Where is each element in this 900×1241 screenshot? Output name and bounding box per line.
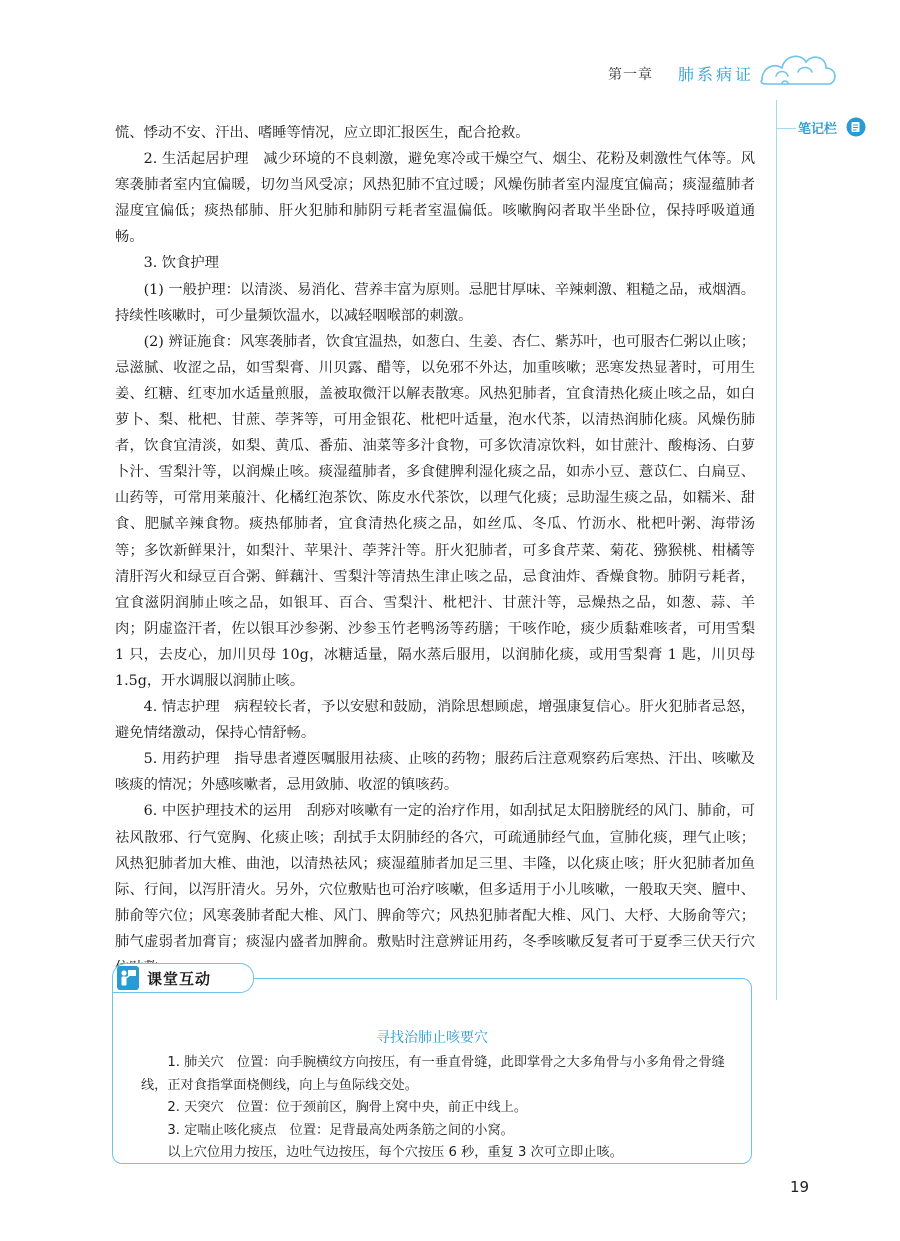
notes-margin-header <box>772 118 882 140</box>
page-number: 19 <box>790 1178 810 1196</box>
paragraph-diet-by-syndrome: (2) 辨证施食：风寒袭肺者，饮食宜温热，如葱白、生姜、杏仁、紫苏叶，也可服杏仁粥以止咳；忌滋腻、收涩之品，如雪梨膏、川贝露、醋等，以免邪不外达，加重咳嗽；恶寒发热显著时，可用生姜、红糖、红枣加水适量煎服，盖被取微汗以解表散寒。风热犯肺者，宜食清热化痰止咳之品，如白萝卜、梨、枇杷、甘蔗、荸荠等，可用金银花、枇杷叶适量，泡水代茶，以清热润肺化痰。风燥伤肺者，饮食宜清淡，如梨、黄瓜、番茄、油菜等多汁食物，可多饮清凉饮料，如甘蔗汁、酸梅汤、白萝卜汁、雪梨汁等，以润燥止咳。痰湿蕴肺者，多食健脾利湿化痰之品，如赤小豆、薏苡仁、白扁豆、山药等，可常用莱菔汁、化橘红泡茶饮、陈皮水代茶饮，以理气化痰；忌助湿生痰之品，如糯米、甜食、肥腻辛辣食物。痰热郁肺者，宜食清热化痰之品，如丝瓜、冬瓜、竹沥水、枇杷叶粥、海带汤等；多饮新鲜果汁，如梨汁、苹果汁、荸荠汁等。肝火犯肺者，可多食芹菜、菊花、猕猴桃、柑橘等清肝泻火和绿豆百合粥、鲜藕汁、雪梨汁等清热生津止咳之品，忌食油炸、香燥食物。肺阴亏耗者，宜食滋阴润肺止咳之品，如银耳、百合、雪梨汁、枇杷汁、甘蔗汁等，忌燥热之品，如葱、蒜、羊肉；阴虚盗汗者，佐以银耳沙参粥、沙参玉竹老鸭汤等药膳；干咳作呛，痰少质黏难咳者，可用雪梨 1 只，去皮心，加川贝母 10g，冰糖适量，隔水蒸后服用，以润肺化痰，或用雪梨膏 1 匙，川贝母 1.5g，开水调服以润肺止咳。 <box>115 333 755 689</box>
acupoint-item: 1. 肺关穴 位置：向手腕横纹方向按压，有一垂直骨缝，此即掌骨之大多角骨与小多角骨之骨缝线，正对食指掌面桡侧线，向上与鱼际线交处。 <box>141 1055 725 1093</box>
classroom-tab <box>112 963 254 993</box>
chapter-number: 第一章 <box>608 67 653 83</box>
acupoint-summary: 以上穴位用力按压，边吐气边按压，每个穴按压 6 秒，重复 3 次可立即止咳。 <box>167 1145 623 1161</box>
main-text <box>115 120 755 981</box>
classroom-tab-label: 课堂互动 <box>147 970 212 988</box>
page-header <box>0 40 900 90</box>
notes-margin-line <box>776 100 777 1000</box>
notes-label: 笔记栏 <box>798 122 838 137</box>
paragraph-general-care: (1) 一般护理：以清淡、易消化、营养丰富为原则。忌肥甘厚味、辛辣刺激、粗糙之品，戒烟酒。持续性咳嗽时，可少量频饮温水，以减轻咽喉部的刺激。 <box>115 281 755 324</box>
paragraph-living-care: 2. 生活起居护理 减少环境的不良刺激，避免寒冷或干燥空气、烟尘、花粉及刺激性气体等。风寒袭肺者室内宜偏暖，切勿当风受凉；风热犯肺不宜过暖；风燥伤肺者室内湿度宜偏高；痰湿蕴肺者湿度宜偏低；痰热郁肺、肝火犯肺和肺阴亏耗者室温偏低。咳嗽胸闷者取半坐卧位，保持呼吸道通畅。 <box>115 151 755 246</box>
cloud-decoration-icon <box>752 40 842 92</box>
notepad-icon <box>846 117 866 137</box>
classroom-box-body <box>141 1052 731 1165</box>
paragraph-diet-heading: 3. 饮食护理 <box>143 255 219 272</box>
paragraph-medication-care: 5. 用药护理 指导患者遵医嘱服用祛痰、止咳的药物；服药后注意观察药后寒热、汗出、咳嗽及咳痰的情况；外感咳嗽者，忌用敛肺、收涩的镇咳药。 <box>115 751 755 794</box>
acupoint-item: 2. 天突穴 位置：位于颈前区，胸骨上窝中央，前正中线上。 <box>167 1100 528 1116</box>
notes-label-connector <box>776 128 796 129</box>
classroom-box-heading: 寻找治肺止咳要穴 <box>376 1030 488 1046</box>
acupoint-item: 3. 定喘止咳化痰点 位置：足背最高处两条筋之间的小窝。 <box>167 1122 514 1138</box>
classroom-box-frame <box>112 978 752 1164</box>
classroom-interaction-box <box>112 963 752 1164</box>
paragraph-continuation: 慌、悸动不安、汗出、嗜睡等情况，应立即汇报医生，配合抢救。 <box>115 125 530 141</box>
chapter-title: 肺系病证 <box>678 65 755 84</box>
teacher-icon <box>117 966 139 990</box>
paragraph-emotional-care: 4. 情志护理 病程较长者，予以安慰和鼓励，消除思想顾虑，增强康复信心。肝火犯肺者忌怒，避免情绪激动，保持心情舒畅。 <box>115 699 755 742</box>
paragraph-tcm-techniques: 6. 中医护理技术的运用 刮痧对咳嗽有一定的治疗作用，如刮拭足太阳膀胱经的风门、肺俞，可祛风散邪、行气宽胸、化痰止咳；刮拭手太阴肺经的各穴，可疏通肺经气血，宣肺化痰，理气止咳；风热犯肺者加大椎、曲池，以清热祛风；痰湿蕴肺者加足三里、丰隆，以化痰止咳；肝火犯肺者加鱼际、行间，以泻肝清火。另外，穴位敷贴也可治疗咳嗽，但多适用于小儿咳嗽，一般取天突、膻中、肺俞等穴位；风寒袭肺者配大椎、风门、脾俞等穴；风热犯肺者配大椎、风门、大杼、大肠俞等穴；肺气虚弱者加膏肓；痰湿内盛者加脾俞。敷贴时注意辨证用药，冬季咳嗽反复者可于夏季三伏天行穴 <box>115 803 755 950</box>
